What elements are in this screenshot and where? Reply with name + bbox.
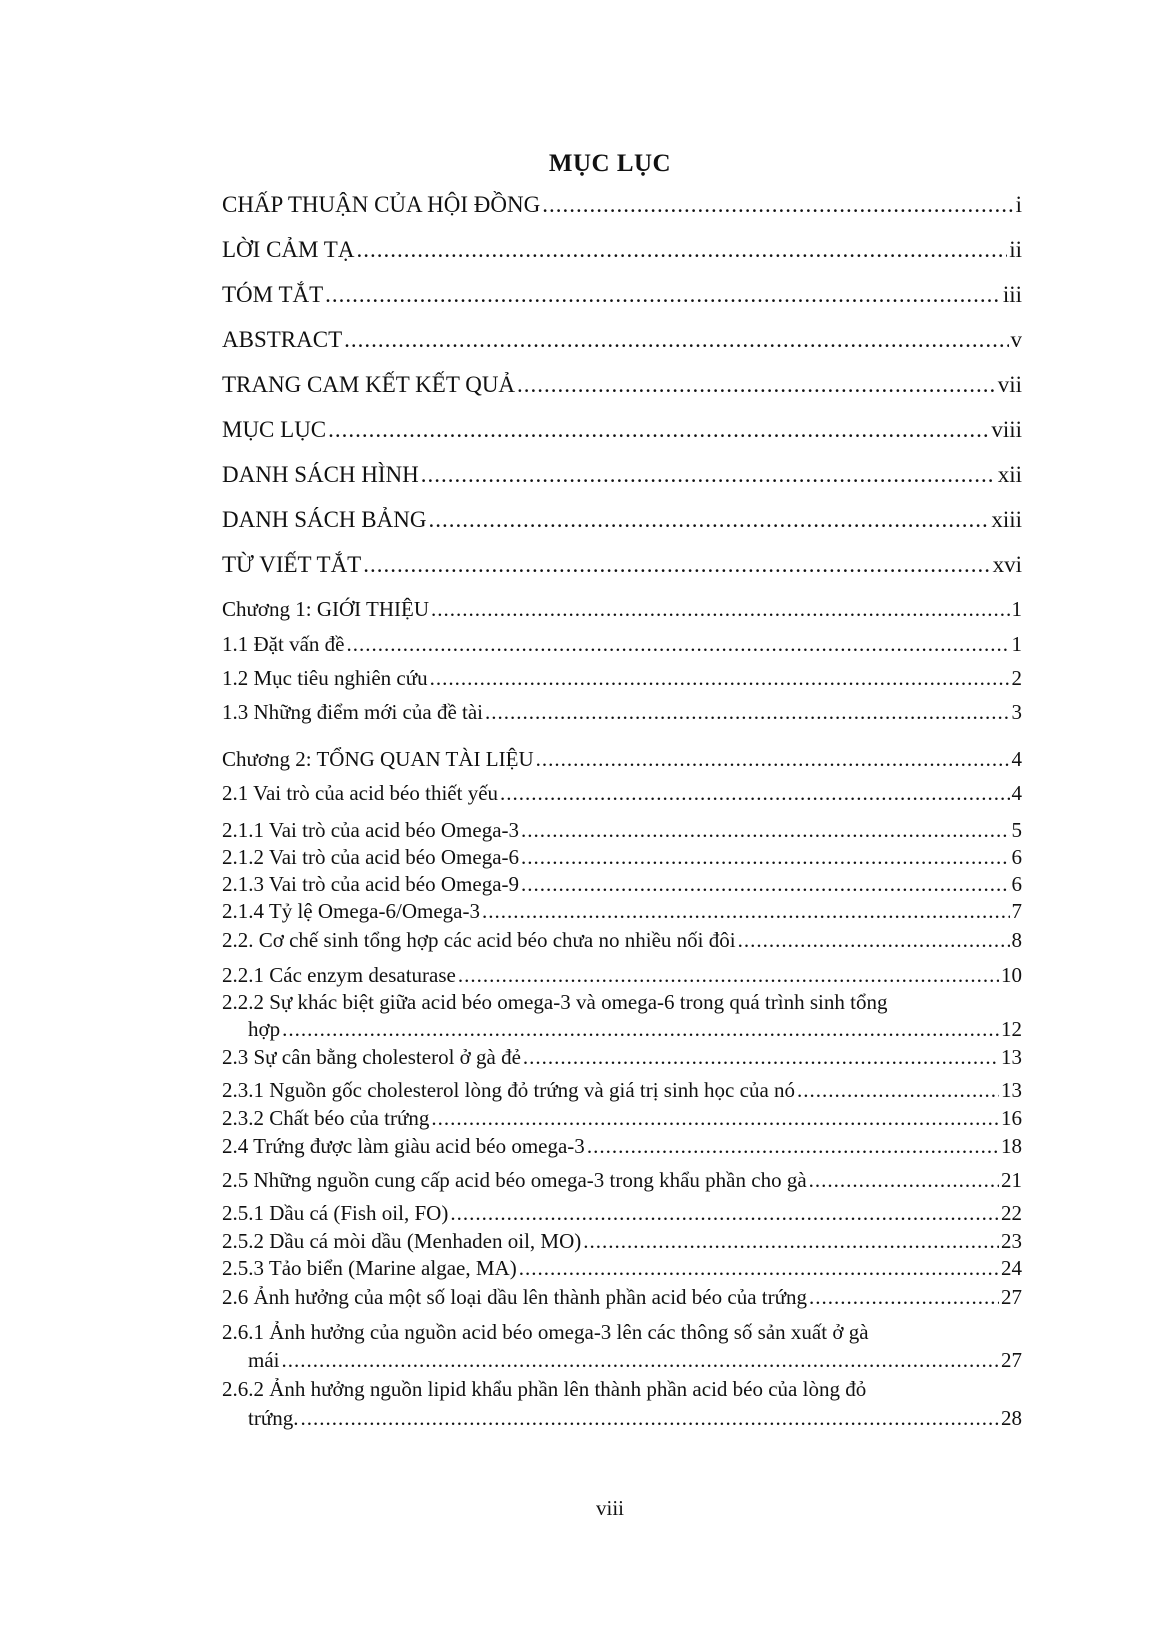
- toc-entry: [222, 847, 1022, 868]
- page-title: MỤC LỤC: [548, 150, 672, 177]
- toc-entry-page: 4: [1011, 747, 1022, 771]
- toc-leader-dots: [517, 373, 996, 396]
- toc-leader-dots: [809, 1170, 999, 1191]
- toc-entry-wrapped: [222, 992, 1022, 1013]
- toc-entry-page: 4: [1011, 781, 1022, 805]
- toc-entry-label: 2.2. Cơ chế sinh tổng hợp các acid béo chưa no nhiều nối đôi: [222, 928, 736, 952]
- toc-leader-dots: [521, 820, 1009, 841]
- toc-leader-dots: [346, 634, 1009, 655]
- toc-entry-page: viii: [991, 417, 1022, 442]
- toc-entry-label: 2.5.2 Dầu cá mòi dầu (Menhaden oil, MO): [222, 1229, 582, 1253]
- toc-entry: [222, 1108, 1022, 1129]
- toc-leader-dots: [282, 1019, 999, 1040]
- toc-leader-dots: [482, 901, 1010, 922]
- toc-entry-page: xvi: [992, 552, 1022, 577]
- toc-entry-label: 2.3.2 Chất béo của trứng: [222, 1106, 430, 1130]
- toc-entry-page: iii: [1002, 282, 1022, 307]
- toc-entry-label: ABSTRACT: [222, 327, 343, 352]
- toc-entry-page: 23: [1001, 1229, 1022, 1253]
- toc-entry: [222, 1170, 1022, 1191]
- toc-entry-page: 28: [1001, 1406, 1022, 1430]
- toc-entry-label: DANH SÁCH HÌNH: [222, 462, 419, 487]
- toc-entry-label-cont: mái: [248, 1348, 280, 1372]
- toc-entry: [222, 508, 1022, 531]
- toc-entry-page: 16: [1001, 1106, 1022, 1130]
- toc-entry: [222, 238, 1022, 261]
- toc-entry: [222, 1136, 1022, 1157]
- toc-entry-page: v: [1010, 327, 1022, 352]
- toc-entry-wrapped: [222, 1322, 1022, 1343]
- toc-leader-dots: [458, 965, 999, 986]
- toc-leader-dots: [363, 553, 990, 576]
- toc-entry-label: 2.4 Trứng được làm giàu acid béo omega-3: [222, 1134, 585, 1158]
- toc-entry-label: 2.5.3 Tảo biển (Marine algae, MA): [222, 1256, 517, 1280]
- toc-entry: [222, 749, 1022, 770]
- toc-entry-label: 2.2.1 Các enzym desaturase: [222, 963, 456, 987]
- toc-entry-label: CHẤP THUẬN CỦA HỘI ĐỒNG: [222, 192, 541, 217]
- toc-entry-page: vii: [997, 372, 1022, 397]
- toc-entry-label: TỪ VIẾT TẮT: [222, 552, 362, 577]
- toc-entry-label-cont: trứng.: [248, 1406, 299, 1430]
- toc-entry-page: 6: [1011, 872, 1022, 896]
- toc-entry-page: 7: [1011, 899, 1022, 923]
- toc-entry-page: 8: [1011, 928, 1022, 952]
- toc-entry-label: 2.1.3 Vai trò của acid béo Omega-9: [222, 872, 520, 896]
- toc-entry: [222, 1047, 1022, 1068]
- toc-leader-dots: [428, 508, 989, 531]
- toc-entry-page: i: [1015, 192, 1022, 217]
- toc-leader-dots: [328, 418, 989, 441]
- toc-entry: [222, 373, 1022, 396]
- toc-entry-label: 1.2 Mục tiêu nghiên cứu: [222, 666, 428, 690]
- toc-leader-dots: [519, 1258, 999, 1279]
- toc-leader-dots: [523, 1047, 999, 1068]
- toc-entry-label: TÓM TẮT: [222, 282, 324, 307]
- toc-entry: [222, 820, 1022, 841]
- toc-leader-dots: [809, 1287, 999, 1308]
- toc-entry-label: 2.1.2 Vai trò của acid béo Omega-6: [222, 845, 520, 869]
- toc-entry-label: 2.6 Ảnh hưởng của một số loại dầu lên thành phần acid béo của trứng: [222, 1285, 807, 1309]
- toc-entry-continuation: [248, 1019, 1022, 1040]
- toc-entry-label: 2.5.1 Dầu cá (Fish oil, FO): [222, 1201, 449, 1225]
- toc-entry-label: LỜI CẢM TẠ: [222, 237, 355, 262]
- toc-entry-page: 22: [1001, 1201, 1022, 1225]
- toc-entry-page: 21: [1001, 1168, 1022, 1192]
- toc-entry-page: 27: [1001, 1285, 1022, 1309]
- toc-entry: [222, 553, 1022, 576]
- toc-entry-page: 5: [1011, 818, 1022, 842]
- toc-entry-page: ii: [1009, 237, 1022, 262]
- toc-entry: [222, 668, 1022, 689]
- toc-leader-dots: [797, 1080, 999, 1101]
- toc-entry-page: 1: [1011, 597, 1022, 621]
- toc-entry-label: TRANG CAM KẾT KẾT QUẢ: [222, 372, 516, 397]
- toc-leader-dots: [738, 930, 1010, 951]
- toc-entry-label: DANH SÁCH BẢNG: [222, 507, 427, 532]
- toc-entry-page: xiii: [991, 507, 1022, 532]
- toc-entry-page: 1: [1011, 632, 1022, 656]
- toc-entry-label: 2.1.4 Tỷ lệ Omega-6/Omega-3: [222, 899, 480, 923]
- toc-entry-page: 24: [1001, 1256, 1022, 1280]
- toc-entry-page: 3: [1011, 700, 1022, 724]
- toc-entry-label-cont: hợp: [248, 1017, 281, 1041]
- toc-leader-dots: [536, 749, 1010, 770]
- toc-leader-dots: [356, 238, 1007, 261]
- toc-leader-dots: [325, 283, 1001, 306]
- toc-leader-dots: [300, 1408, 999, 1429]
- toc-entry: [222, 1203, 1022, 1224]
- toc-entry-label: 2.1 Vai trò của acid béo thiết yếu: [222, 781, 499, 805]
- toc-entry-label: 2.6.2 Ảnh hưởng nguồn lipid khẩu phần lên thành phần acid béo của lòng đỏ: [222, 1377, 867, 1401]
- toc-entry-label: 1.3 Những điểm mới của đề tài: [222, 700, 484, 724]
- toc-entry: [222, 328, 1022, 351]
- toc-entry-continuation: [248, 1350, 1022, 1371]
- toc-entry-label: 2.6.1 Ảnh hưởng của nguồn acid béo omega-3 lên các thông số sản xuất ở gà: [222, 1320, 869, 1344]
- toc-entry-page: 2: [1011, 666, 1022, 690]
- toc-entry: [222, 1258, 1022, 1279]
- toc-entry: [222, 874, 1022, 895]
- toc-entry-label: 2.3.1 Nguồn gốc cholesterol lòng đỏ trứng và giá trị sinh học của nó: [222, 1078, 796, 1102]
- toc-leader-dots: [430, 668, 1010, 689]
- toc-entry-page: 6: [1011, 845, 1022, 869]
- toc-leader-dots: [450, 1203, 999, 1224]
- toc-entry-page: 12: [1001, 1017, 1022, 1041]
- toc-entry: [222, 1231, 1022, 1252]
- toc-leader-dots: [485, 702, 1009, 723]
- toc-entry-page: 27: [1001, 1348, 1022, 1372]
- toc-entry: [222, 1287, 1022, 1308]
- toc-leader-dots: [344, 328, 1008, 351]
- toc-entry: [222, 283, 1022, 306]
- toc-entry-label: 2.2.2 Sự khác biệt giữa acid béo omega-3 và omega-6 trong quá trình sinh tổng: [222, 990, 888, 1014]
- toc-entry-label: 2.5 Những nguồn cung cấp acid béo omega-3 trong khẩu phần cho gà: [222, 1168, 807, 1192]
- page-number-footer: viii: [595, 1496, 624, 1520]
- toc-entry-label: MỤC LỤC: [222, 417, 327, 442]
- toc-entry-label: 2.1.1 Vai trò của acid béo Omega-3: [222, 818, 520, 842]
- toc-leader-dots: [282, 1350, 1000, 1371]
- toc-leader-dots: [431, 1108, 999, 1129]
- toc-entry-page: 13: [1001, 1078, 1022, 1102]
- toc-entry: [222, 702, 1022, 723]
- toc-entry-wrapped: [222, 1379, 1022, 1400]
- toc-leader-dots: [542, 193, 1013, 216]
- toc-leader-dots: [521, 847, 1009, 868]
- toc-entry: [222, 930, 1022, 951]
- toc-entry-label: Chương 2: TỔNG QUAN TÀI LIỆU: [222, 747, 534, 771]
- toc-entry-continuation: [248, 1408, 1022, 1429]
- toc-entry-label: Chương 1: GIỚI THIỆU: [222, 597, 429, 621]
- toc-leader-dots: [587, 1136, 999, 1157]
- toc-entry: [222, 634, 1022, 655]
- toc-entry-page: 18: [1001, 1134, 1022, 1158]
- toc-entry: [222, 965, 1022, 986]
- toc-entry-page: 10: [1001, 963, 1022, 987]
- toc-entry: [222, 599, 1022, 620]
- toc-entry-label: 2.3 Sự cân bằng cholesterol ở gà đẻ: [222, 1045, 521, 1069]
- toc-entry-page: xii: [997, 462, 1022, 487]
- toc-entry-label: 1.1 Đặt vấn đề: [222, 632, 345, 656]
- toc-leader-dots: [521, 874, 1009, 895]
- toc-leader-dots: [431, 599, 1010, 620]
- toc-entry-page: 13: [1001, 1045, 1022, 1069]
- toc-entry: [222, 1080, 1022, 1101]
- toc-leader-dots: [421, 463, 996, 486]
- toc-entry: [222, 783, 1022, 804]
- toc-leader-dots: [583, 1231, 999, 1252]
- toc-entry: [222, 193, 1022, 216]
- toc-entry: [222, 463, 1022, 486]
- toc-leader-dots: [500, 783, 1009, 804]
- toc-entry: [222, 901, 1022, 922]
- toc-entry: [222, 418, 1022, 441]
